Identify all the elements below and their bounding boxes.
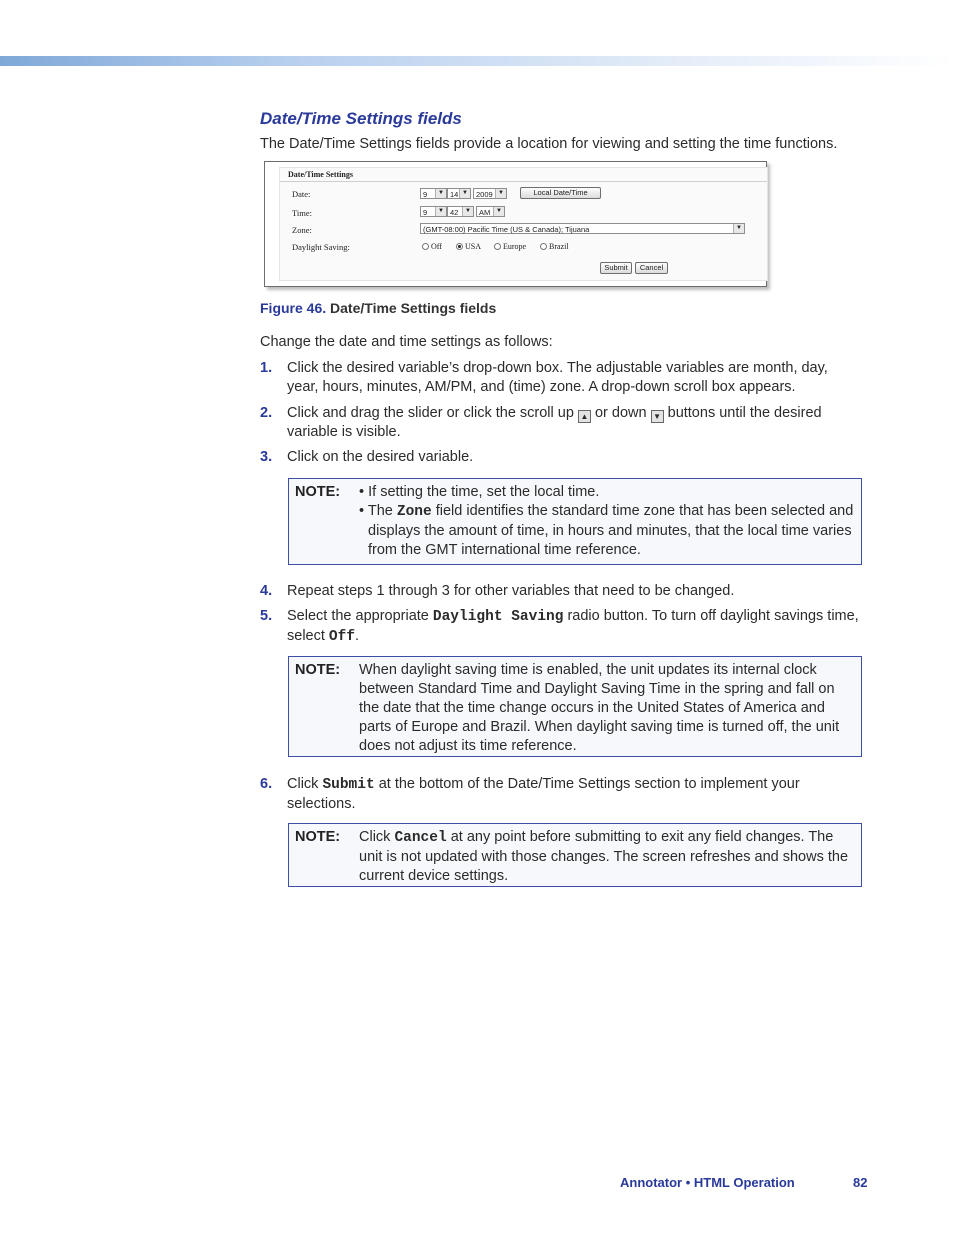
panel-divider [280, 181, 767, 182]
datetime-settings-screenshot [264, 161, 767, 287]
chevron-down-icon: ▼ [459, 189, 470, 198]
section-title: Date/Time Settings fields [260, 109, 462, 128]
note-box-2 [288, 656, 862, 757]
chevron-down-icon: ▼ [435, 189, 446, 198]
minute-select[interactable]: 42 ▼ [447, 206, 474, 217]
header-gradient-bar [0, 56, 954, 66]
month-select[interactable]: 9 ▼ [420, 188, 447, 199]
local-date-time-button[interactable]: Local Date/Time [520, 187, 601, 199]
submit-button[interactable]: Submit [600, 262, 632, 274]
radio-selected-icon [456, 243, 463, 250]
step-5: 5. Select the appropriate Daylight Saving radio button. To turn off daylight savings time, select Off. [260, 608, 859, 645]
chevron-down-icon: ▼ [733, 224, 744, 233]
datetime-settings-panel [279, 167, 768, 281]
dst-radio-brazil[interactable]: Brazil [540, 242, 569, 251]
scroll-down-icon: ▼ [651, 410, 664, 423]
step-4: 4. Repeat steps 1 through 3 for other variables that need to be changed. [260, 583, 735, 599]
date-label: Date: [292, 189, 311, 199]
time-label: Time: [292, 208, 313, 218]
radio-icon [422, 243, 429, 250]
radio-icon [494, 243, 501, 250]
year-select[interactable]: 2009 ▼ [473, 188, 507, 199]
dst-radio-europe[interactable]: Europe [494, 242, 526, 251]
zone-select[interactable]: (GMT-08:00) Pacific Time (US & Canada); Tijuana ▼ [420, 223, 745, 234]
step-2: 2. Click and drag the slider or click the scroll up ▲ or down ▼ buttons until the desired variable is visible. [260, 405, 822, 440]
dst-radio-off[interactable]: Off [422, 242, 442, 251]
footer-section-name: Annotator • HTML Operation [620, 1175, 795, 1190]
footer-page-number: 82 [853, 1175, 868, 1190]
daylight-saving-label: Daylight Saving: [292, 242, 350, 252]
note-body: • If setting the time, set the local time. • The Zone field identifies the standard time zone that has been selected and displays the amount of time, in hours and minutes, that the local time varies from the GMT international time reference. [359, 484, 854, 558]
hour-select[interactable]: 9 ▼ [420, 206, 447, 217]
figure-caption: Figure 46. Date/Time Settings fields [260, 300, 497, 316]
radio-icon [540, 243, 547, 250]
zone-label: Zone: [292, 225, 312, 235]
note-label: NOTE: [295, 829, 341, 845]
step-6: 6. Click Submit at the bottom of the Date/Time Settings section to implement your selections. [260, 776, 800, 812]
chevron-down-icon: ▼ [435, 207, 446, 216]
step-3: 3. Click on the desired variable. [260, 449, 474, 465]
chevron-down-icon: ▼ [493, 207, 504, 216]
chevron-down-icon: ▼ [462, 207, 473, 216]
note-label: NOTE: [295, 484, 341, 500]
cancel-button[interactable]: Cancel [635, 262, 668, 274]
day-select[interactable]: 14 ▼ [447, 188, 471, 199]
step-1: 1. Click the desired variable’s drop-down box. The adjustable variables are month, day, year, hours, minutes, AM/PM, and (time) zone. A drop-down scroll box appears. [260, 360, 828, 395]
note-body: When daylight saving time is enabled, the unit updates its internal clock between Standard Time and Daylight Saving Time in the spring and fall on the date that the time change occurs in the United States of America and parts of Europe and Brazil. When daylight saving time is turned off, the unit does not adjust its time reference. [359, 662, 840, 754]
note-label: NOTE: [295, 662, 341, 678]
panel-title: Date/Time Settings [288, 170, 353, 179]
instructions-lead: Change the date and time settings as follows: [260, 334, 553, 350]
note-body: Click Cancel at any point before submitting to exit any field changes. The unit is not updated with those changes. The screen refreshes and shows the current device settings. [359, 829, 849, 884]
dst-radio-usa[interactable]: USA [456, 242, 481, 251]
section-intro: The Date/Time Settings fields provide a location for viewing and setting the time functions. [260, 136, 838, 152]
scroll-up-icon: ▲ [578, 410, 591, 423]
note-box-1 [288, 478, 862, 565]
chevron-down-icon: ▼ [495, 189, 506, 198]
note-box-3 [288, 823, 862, 887]
ampm-select[interactable]: AM ▼ [476, 206, 505, 217]
